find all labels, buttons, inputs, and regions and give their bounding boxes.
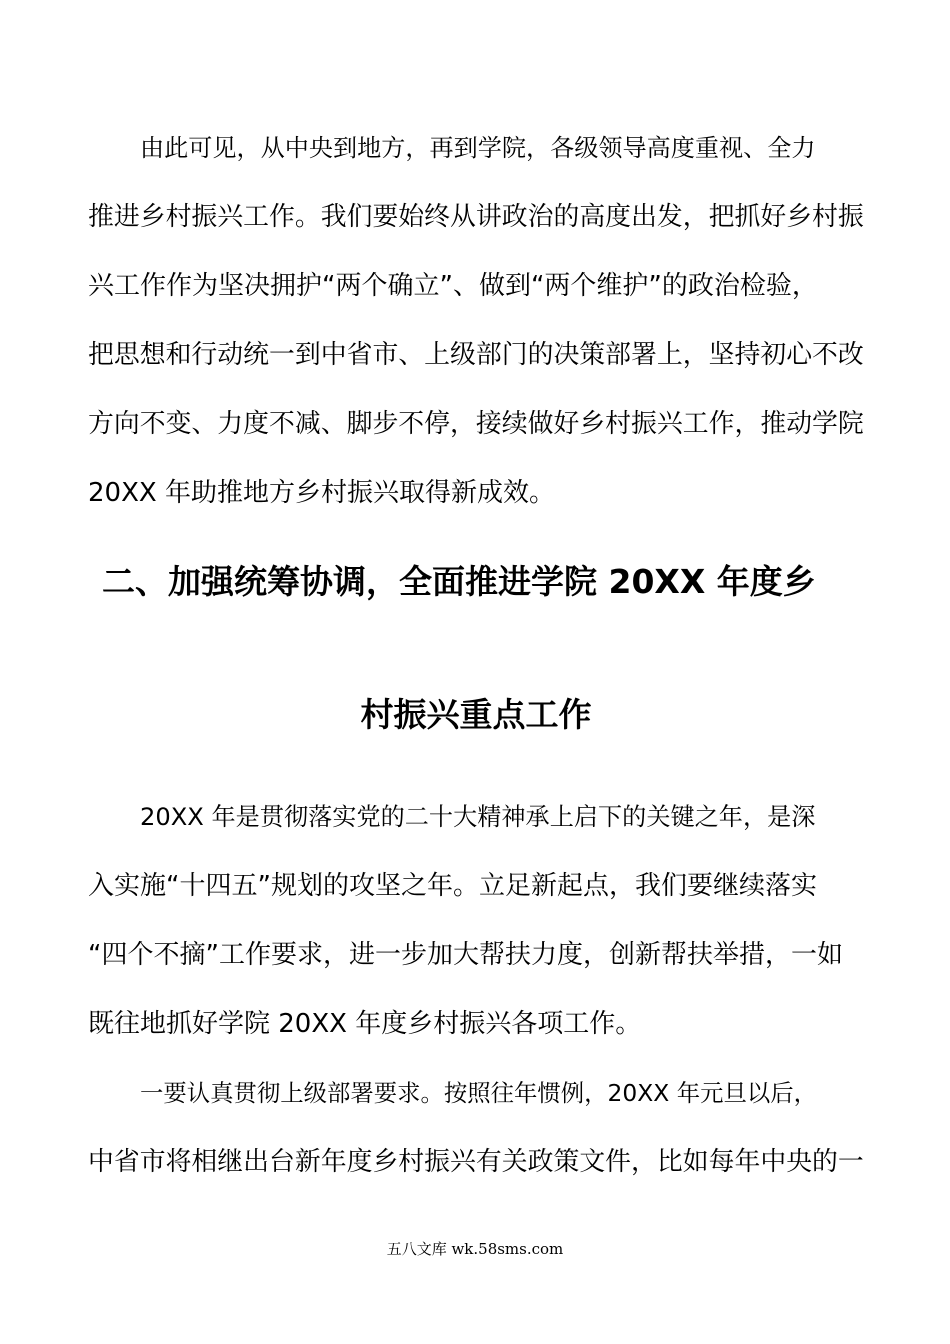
text-line: 20XX 年助推地方乡村振兴取得新成效。 [88, 478, 555, 508]
text-line: 由此可见，从中央到地方，再到学院，各级领导高度重视、全力 [140, 134, 816, 162]
text-line: 20XX 年是贯彻落实党的二十大精神承上启下的关键之年，是深 [140, 803, 816, 831]
text-line: 入实施“十四五”规划的攻坚之年。立足新起点，我们要继续落实 [88, 871, 817, 901]
text-line: 一要认真贯彻上级部署要求。按照往年惯例，20XX 年元旦以后， [140, 1079, 817, 1107]
heading-line-1: 二、加强统筹协调，全面推进学院 20XX 年度乡 [102, 562, 816, 601]
text-line: 兴工作作为坚决拥护“两个确立”、做到“两个维护”的政治检验， [88, 271, 818, 301]
text-line: 既往地抓好学院 20XX 年度乡村振兴各项工作。 [88, 1009, 642, 1039]
text-line: 推进乡村振兴工作。我们要始终从讲政治的高度出发，把抓好乡村振 [88, 202, 864, 232]
text-line: 把思想和行动统一到中省市、上级部门的决策部署上，坚持初心不改 [88, 340, 864, 370]
paragraph-conclusion [88, 114, 864, 528]
paragraph-first-requirement [88, 1059, 864, 1197]
page-footer-watermark: 五八文库 wk.58sms.com [386, 1240, 564, 1258]
paragraph-key-year [88, 783, 864, 1059]
heading-line-2: 村振兴重点工作 [360, 695, 592, 734]
text-line: 方向不变、力度不减、脚步不停，接续做好乡村振兴工作，推动学院 [88, 409, 864, 439]
text-line: 中省市将相继出台新年度乡村振兴有关政策文件，比如每年中央的一 [88, 1147, 864, 1177]
text-line: “四个不摘”工作要求，进一步加大帮扶力度，创新帮扶举措，一如 [88, 940, 843, 970]
